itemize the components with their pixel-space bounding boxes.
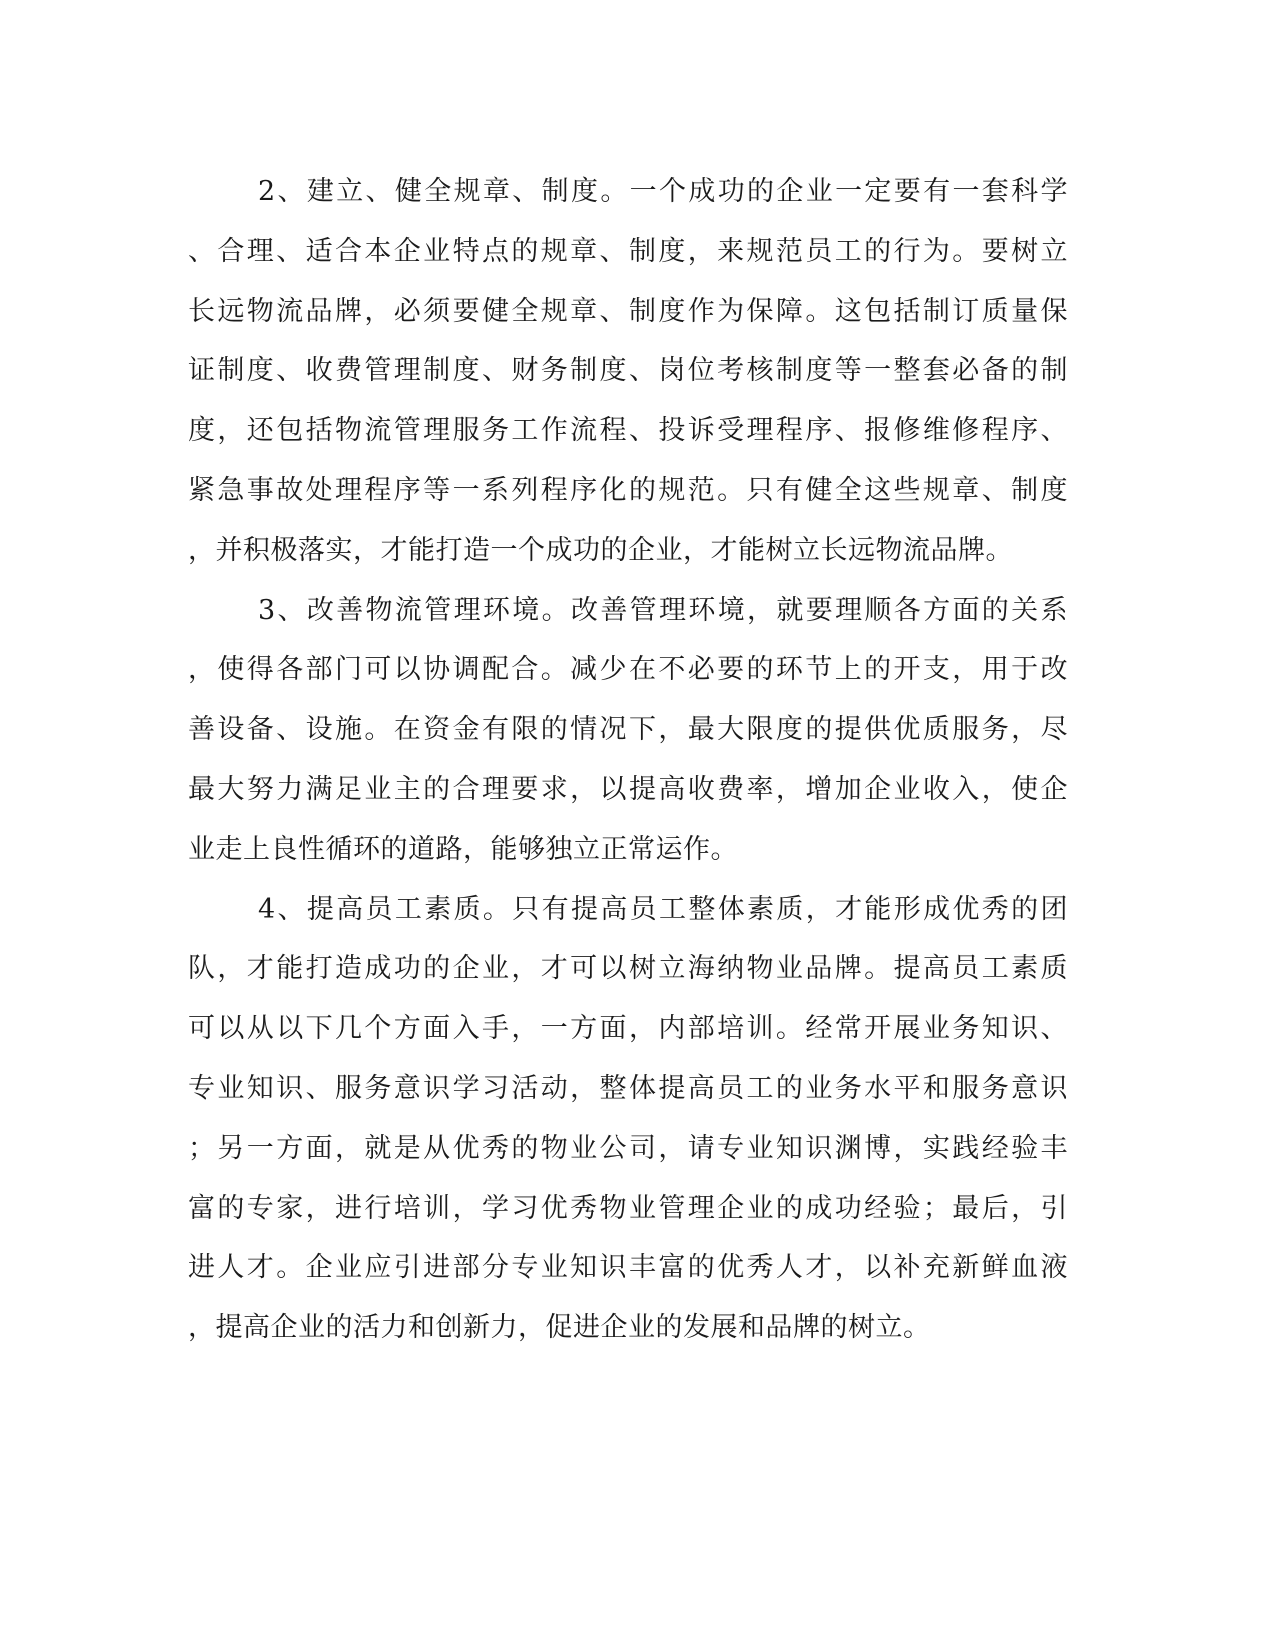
text-line: 进人才。企业应引进部分专业知识丰富的优秀人才，以补充新鲜血液 [188, 1252, 1068, 1284]
text-line: 队，才能打造成功的企业，才可以树立海纳物业品牌。提高员工素质 [188, 953, 1068, 985]
text-line: 度，还包括物流管理服务工作流程、投诉受理程序、报修维修程序、 [188, 415, 1068, 447]
text-line: 最大努力满足业主的合理要求，以提高收费率，增加企业收入，使企 [188, 773, 1068, 805]
text-line: 业走上良性循环的道路，能够独立正常运作。 [188, 833, 738, 865]
text-line: ，使得各部门可以协调配合。减少在不必要的环节上的开支，用于改 [188, 654, 1068, 686]
paragraph-first-line: 2、建立、健全规章、制度。一个成功的企业一定要有一套科学 [258, 176, 1068, 207]
document-body [188, 162, 1068, 1358]
text-line: ；另一方面，就是从优秀的物业公司，请专业知识渊博，实践经验丰 [188, 1132, 1068, 1164]
paragraph-first-line: 3、改善物流管理环境。改善管理环境，就要理顺各方面的关系 [258, 594, 1068, 626]
text-line: ，并积极落实，才能打造一个成功的企业，才能树立长远物流品牌。 [188, 534, 1013, 566]
text-line: 、合理、适合本企业特点的规章、制度，来规范员工的行为。要树立 [188, 235, 1068, 267]
paragraph-first-line: 4、提高员工素质。只有提高员工整体素质，才能形成优秀的团 [258, 893, 1068, 925]
text-line: 富的专家，进行培训，学习优秀物业管理企业的成功经验；最后，引 [188, 1192, 1068, 1224]
text-line: 紧急事故处理程序等一系列程序化的规范。只有健全这些规章、制度 [188, 474, 1068, 506]
text-line: 善设备、设施。在资金有限的情况下，最大限度的提供优质服务，尽 [188, 714, 1068, 746]
text-line: ，提高企业的活力和创新力，促进企业的发展和品牌的树立。 [188, 1312, 931, 1344]
text-line: 可以从以下几个方面入手，一方面，内部培训。经常开展业务知识、 [188, 1013, 1068, 1045]
text-line: 专业知识、服务意识学习活动，整体提高员工的业务水平和服务意识 [188, 1072, 1068, 1104]
text-line: 证制度、收费管理制度、财务制度、岗位考核制度等一整套必备的制 [188, 355, 1068, 387]
text-line: 长远物流品牌，必须要健全规章、制度作为保障。这包括制订质量保 [188, 295, 1068, 327]
